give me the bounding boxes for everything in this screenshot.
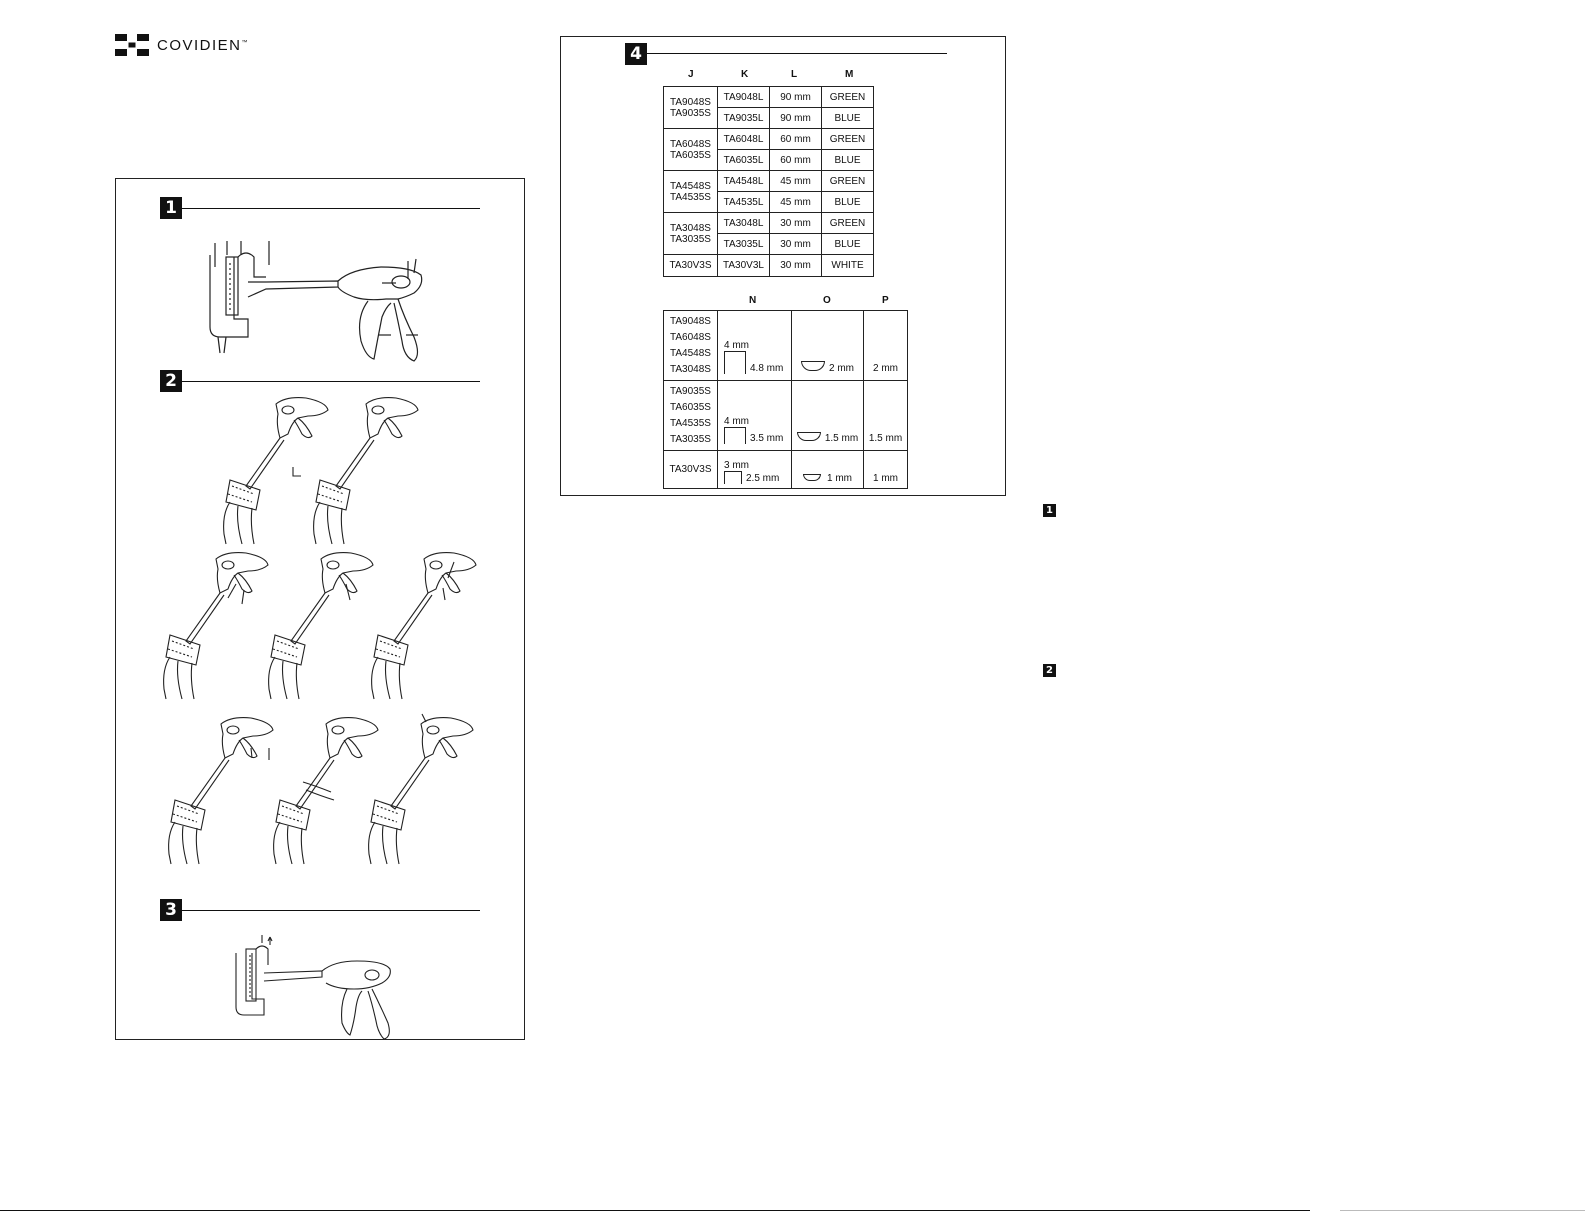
color-cell: GREEN [822, 213, 874, 234]
model-cell: TA30V3S [664, 451, 718, 489]
model-cell: TA9035S TA6035S TA4535S TA3035S [664, 381, 718, 451]
length-cell: 90 mm [770, 87, 822, 108]
staple-shape-icon [724, 471, 742, 484]
color-cell: GREEN [822, 171, 874, 192]
model-cell: TA4548S TA4535S [664, 171, 718, 213]
loading-unit-cell: TA6035L [718, 150, 770, 171]
table-row [664, 171, 874, 192]
model-cell: TA9048S TA6048S TA4548S TA3048S [664, 311, 718, 381]
color-cell: GREEN [822, 87, 874, 108]
loading-unit-cell: TA3035L [718, 234, 770, 255]
section-marker-2: 2 [1043, 664, 1056, 677]
figure-1-stapler-illustration [186, 237, 456, 367]
table-row [664, 255, 874, 277]
closed-staple-icon [801, 361, 825, 371]
staple-closed-size-cell: 1.5 mm [792, 381, 864, 451]
table-row [664, 129, 874, 150]
staple-closed-size-cell: 2 mm [792, 311, 864, 381]
figure-4-badge: 4 [625, 43, 647, 65]
cartridge-table [663, 86, 874, 277]
figure-3-rule [182, 910, 480, 911]
figure-2-steps-illustration [156, 394, 486, 874]
loading-unit-cell: TA3048L [718, 213, 770, 234]
length-cell: 30 mm [770, 255, 822, 277]
tissue-gap-cell: 2 mm [864, 311, 908, 381]
staple-size-table [663, 310, 908, 489]
loading-unit-cell: TA30V3L [718, 255, 770, 277]
page-footer-rule [0, 1210, 1310, 1211]
length-cell: 90 mm [770, 108, 822, 129]
col-header-m: M [845, 69, 854, 80]
col-header-p: P [882, 295, 889, 306]
covidien-cross-icon [115, 34, 149, 56]
color-cell: BLUE [822, 108, 874, 129]
figure-2-badge: 2 [160, 370, 182, 392]
figure-3-stapler-illustration [222, 933, 422, 1041]
table-row [664, 451, 908, 489]
staple-shape-icon [724, 351, 746, 374]
length-cell: 45 mm [770, 192, 822, 213]
length-cell: 30 mm [770, 234, 822, 255]
tissue-gap-cell: 1 mm [864, 451, 908, 489]
figure-1-badge: 1 [160, 197, 182, 219]
staple-open-size-cell: 4 mm 3.5 mm [718, 381, 792, 451]
color-cell: GREEN [822, 129, 874, 150]
figure-3-badge: 3 [160, 899, 182, 921]
closed-staple-icon [803, 474, 821, 481]
covidien-logo [115, 34, 248, 56]
loading-unit-cell: TA4535L [718, 192, 770, 213]
color-cell: BLUE [822, 192, 874, 213]
loading-unit-cell: TA6048L [718, 129, 770, 150]
section-marker-1: 1 [1043, 504, 1056, 517]
color-cell: BLUE [822, 234, 874, 255]
col-header-n: N [749, 295, 757, 306]
length-cell: 45 mm [770, 171, 822, 192]
col-header-j: J [688, 69, 694, 80]
col-header-o: O [823, 295, 831, 306]
staple-open-size-cell: 4 mm 4.8 mm [718, 311, 792, 381]
table-row [664, 87, 874, 108]
closed-staple-icon [797, 432, 821, 441]
model-cell: TA3048S TA3035S [664, 213, 718, 255]
color-cell: WHITE [822, 255, 874, 277]
staple-closed-size-cell: 1 mm [792, 451, 864, 489]
length-cell: 60 mm [770, 150, 822, 171]
table-row [664, 213, 874, 234]
model-cell: TA9048S TA9035S [664, 87, 718, 129]
loading-unit-cell: TA9048L [718, 87, 770, 108]
table-row [664, 311, 908, 381]
col-header-l: L [791, 69, 798, 80]
tissue-gap-cell: 1.5 mm [864, 381, 908, 451]
figure-2-rule [182, 381, 480, 382]
brand-name: COVIDIEN™ [157, 36, 248, 54]
figures-panel-left [115, 178, 525, 1040]
figure-1-rule [182, 208, 480, 209]
loading-unit-cell: TA9035L [718, 108, 770, 129]
model-cell: TA30V3S [664, 255, 718, 277]
staple-open-size-cell: 3 mm 2.5 mm [718, 451, 792, 489]
col-header-k: K [741, 69, 749, 80]
color-cell: BLUE [822, 150, 874, 171]
staple-shape-icon [724, 427, 746, 444]
table-row [664, 381, 908, 451]
length-cell: 60 mm [770, 129, 822, 150]
length-cell: 30 mm [770, 213, 822, 234]
loading-unit-cell: TA4548L [718, 171, 770, 192]
figure-4-panel [560, 36, 1006, 496]
figure-4-rule [647, 53, 947, 54]
page-footer-rule-right [1340, 1210, 1585, 1211]
model-cell: TA6048S TA6035S [664, 129, 718, 171]
